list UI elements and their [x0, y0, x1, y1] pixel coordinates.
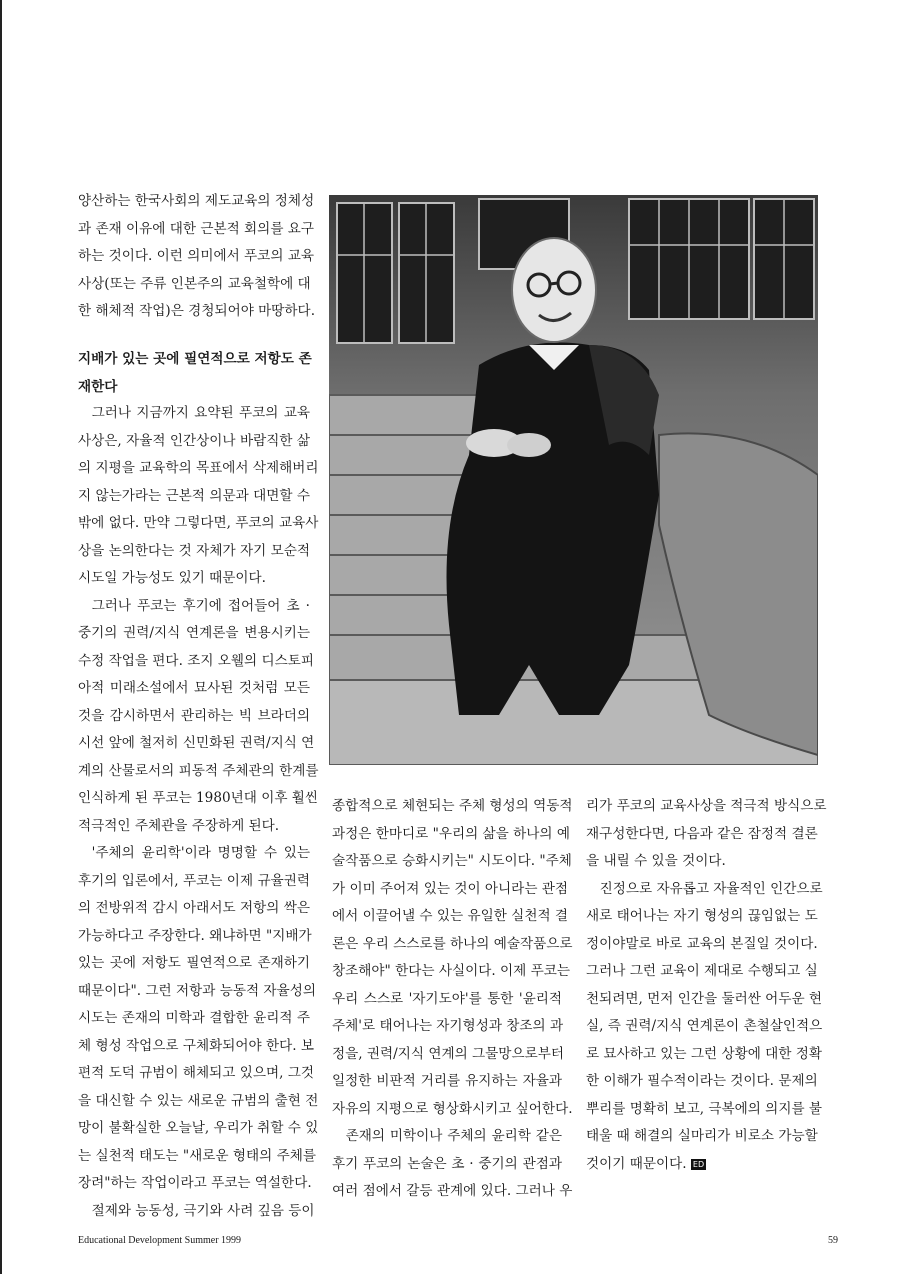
end-mark-icon: ED: [692, 1159, 705, 1169]
text-line: 과정은 한마디로 "우리의 삶을 하나의 예: [332, 825, 570, 842]
text-line: 의 지평을 교육학의 목표에서 삭제해버리: [78, 460, 319, 476]
text-line: 천되려면, 먼저 인간을 둘러싼 어두운 현: [586, 990, 823, 1007]
page-edge-line: [0, 0, 2, 1274]
text-line: 실, 즉 권력/지식 연계론이 촌철살인적으: [586, 1018, 823, 1034]
text-line: 사상(또는 주류 인본주의 교육철학에 대: [78, 275, 311, 292]
text-line: 절제와 능동성, 극기와 사려 깊음 등이: [91, 1202, 315, 1219]
text-line: 체 형성 작업으로 구체화되어야 한다. 보: [78, 1037, 315, 1054]
text-line: 있는 곳에 저항도 필연적으로 존재하기: [78, 955, 310, 971]
photo-illustration: [329, 195, 818, 765]
text-line: 지 않는가라는 근본적 의문과 대면할 수: [78, 487, 310, 504]
text-line: 가능하다고 주장한다. 왜냐하면 "지배가: [78, 927, 312, 944]
text-line: 망이 불확실한 오늘날, 우리가 취할 수 있: [78, 1120, 319, 1136]
text-line: 새로 태어나는 자기 형성의 끊임없는 도: [586, 908, 818, 924]
text-line: 그러나 푸코는 후기에 접어들어 초 ·: [91, 597, 310, 614]
text-line: 장려"하는 작업이라고 푸코는 역설한다.: [78, 1175, 312, 1191]
column-1-body: [78, 400, 319, 1225]
text-line: 한 해체적 작업)은 경청되어야 마땅하다.: [78, 303, 316, 319]
photo-foucault-on-steps: [329, 195, 818, 765]
text-line: 수정 작업을 편다. 조지 오웰의 디스토피: [78, 652, 315, 669]
text-line: 후기 푸코의 논술은 초 · 중기의 관점과: [332, 1155, 562, 1172]
text-line: 아적 미래소설에서 묘사된 것처럼 모든: [78, 680, 310, 696]
text-line-final: [586, 1151, 816, 1179]
text-line: 과 존재 이유에 대한 근본적 회의를 요구: [78, 220, 315, 237]
text-line: 리가 푸코의 교육사상을 적극적 방식으로: [586, 798, 827, 814]
text-line: 에서 이끌어낼 수 있는 유일한 실천적 결: [332, 908, 569, 924]
text-line: 시도는 존재의 미학과 결합한 윤리적 주: [78, 1010, 310, 1026]
text-line: 태울 때 해결의 실마리가 비로소 가능할: [586, 1128, 818, 1144]
column-3: [586, 793, 827, 1178]
text-line: 일정한 비판적 거리를 유지하는 자율과: [332, 1073, 562, 1089]
text-line: 재구성한다면, 다음과 같은 잠정적 결론: [586, 825, 818, 842]
text-line: 것을 감시하면서 관리하는 빅 브라더의: [78, 707, 310, 724]
page-number: 59: [828, 1235, 838, 1246]
text-line: 여러 점에서 갈등 관계에 있다. 그러나 우: [332, 1183, 573, 1199]
text-line: 존재의 미학이나 주체의 윤리학 같은: [345, 1128, 562, 1144]
column-1-top: [78, 188, 316, 326]
text-line: 상을 논의한다는 것 자체가 자기 모순적: [78, 542, 310, 559]
text-line: 편적 도덕 규범이 해체되고 있으며, 그것: [78, 1065, 315, 1081]
text-line: 적극적인 주체관을 주장하게 된다.: [78, 817, 280, 834]
text-line: 을 대신할 수 있는 새로운 규범의 출현 전: [78, 1092, 319, 1109]
footer-publication: Educational Development Summer 1999: [78, 1235, 242, 1246]
heading-line: 재한다: [78, 378, 118, 395]
text-line: 을 내릴 수 있을 것이다.: [586, 853, 726, 869]
text-line: 한 이해가 필수적이라는 것이다. 문제의: [586, 1073, 818, 1089]
text-line: 시선 앞에 철저히 신민화된 권력/지식 연: [78, 735, 315, 751]
column-2: [332, 793, 573, 1206]
text-line: 시도일 가능성도 있기 때문이다.: [78, 570, 266, 586]
text-line: 뿌리를 명확히 보고, 극복에의 의지를 불: [586, 1100, 823, 1117]
text-line: 하는 것이다. 이런 의미에서 푸코의 교육: [78, 248, 315, 264]
text-line: 진정으로 자유롭고 자율적인 인간으로: [599, 880, 823, 897]
text-line: 사상은, 자율적 인간상이나 바람직한 삶: [78, 432, 310, 449]
text-line: 후기의 입론에서, 푸코는 이제 규율권력: [78, 872, 310, 889]
text-line: 양산하는 한국사회의 제도교육의 정체성: [78, 193, 315, 209]
text-line: 가 이미 주어져 있는 것이 아니라는 관점: [332, 880, 569, 897]
text-line: 우리 스스로 '자기도야'를 통한 '윤리적: [332, 990, 562, 1007]
text-line: 중기의 권력/지식 연계론을 변용시키는: [78, 625, 310, 641]
text-line: 창조해야" 한다는 사실이다. 이제 푸코는: [332, 963, 570, 979]
text-line: 는 실천적 태도는 "새로운 형태의 주체를: [78, 1147, 316, 1164]
text-line: 인식하게 된 푸코는 1980년대 이후 훨씬: [78, 790, 319, 806]
text-line: 의 전방위적 감시 아래서도 저항의 싹은: [78, 900, 310, 916]
text-line: 밖에 없다. 만약 그렇다면, 푸코의 교육사: [78, 515, 319, 531]
text-line: 종합적으로 체현되는 주체 형성의 역동적: [332, 798, 573, 814]
heading-line: 지배가 있는 곳에 필연적으로 저항도 존: [78, 351, 312, 367]
text-line: 그러나 지금까지 요약된 푸코의 교육: [91, 405, 310, 421]
text-line: 때문이다". 그런 저항과 능동적 자율성의: [78, 982, 316, 999]
text-line: 론은 우리 스스로를 하나의 예술작품으로: [332, 935, 573, 952]
text-line: '주체의 윤리학'이라 명명할 수 있는: [91, 845, 310, 861]
text-line: 계의 산물로서의 피동적 주체관의 한계를: [78, 762, 319, 779]
section-heading: [78, 346, 310, 401]
text-line: 그러나 그런 교육이 제대로 수행되고 실: [586, 963, 818, 979]
text-line: 주체'로 태어나는 자기형성과 창조의 과: [332, 1018, 564, 1034]
text-line: 자유의 지평으로 형상화시키고 싶어한다.: [332, 1100, 573, 1117]
text-line: 로 묘사하고 있는 그런 상황에 대한 정확: [586, 1045, 823, 1062]
final-sentence: 것이기 때문이다.: [586, 1155, 687, 1172]
text-line: 정이야말로 바로 교육의 본질일 것이다.: [586, 935, 818, 952]
text-line: 정을, 권력/지식 연계의 그물망으로부터: [332, 1045, 564, 1062]
text-line: 술작품으로 승화시키는" 시도이다. "주체: [332, 853, 572, 869]
